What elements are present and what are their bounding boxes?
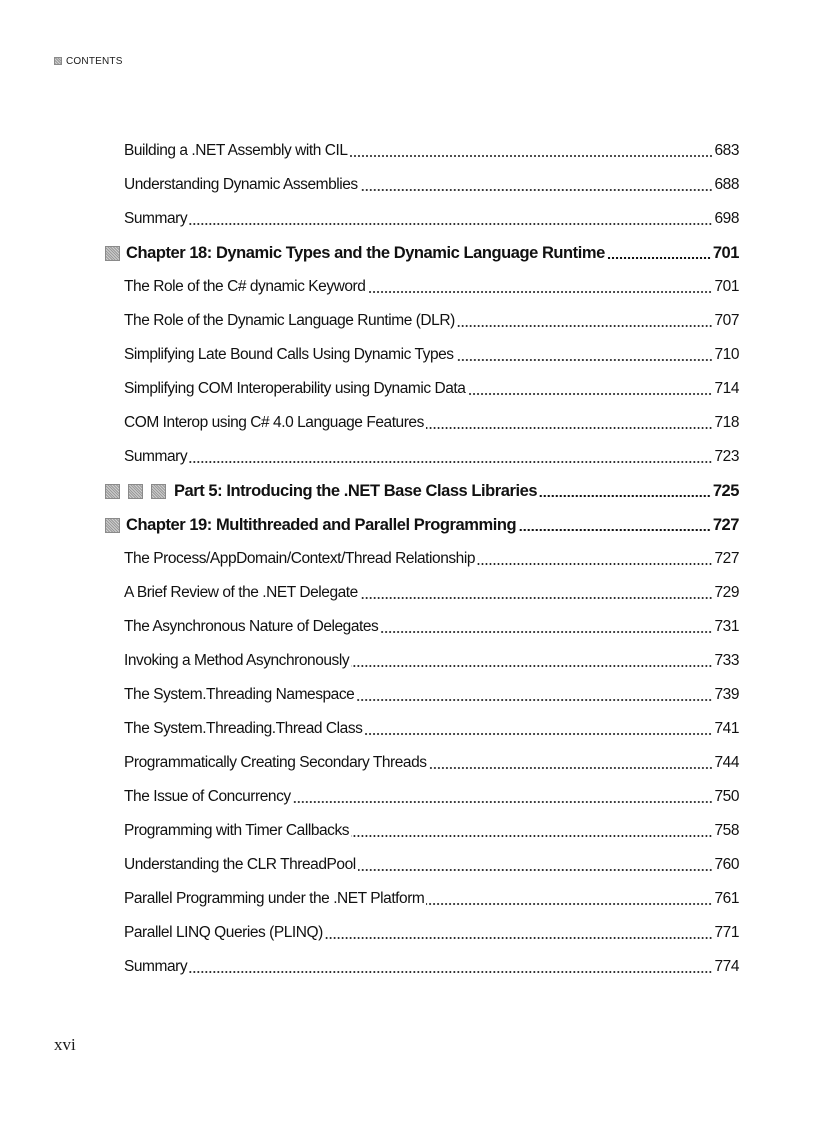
- toc-entry-page: 741: [714, 720, 739, 737]
- toc-entry-page: 760: [714, 856, 739, 873]
- toc-entry[interactable]: [0, 916, 816, 950]
- square-bullet-icon: [105, 246, 120, 261]
- toc-entry-page: 718: [714, 414, 739, 431]
- toc-entry[interactable]: [0, 882, 816, 916]
- toc-entry-page: 733: [714, 652, 739, 669]
- toc-entry-page: 758: [714, 822, 739, 839]
- toc-entry-page: 761: [714, 890, 739, 907]
- toc-entry-title: The Issue of Concurrency: [124, 788, 291, 805]
- toc-entry-title: The Role of the C# dynamic Keyword: [124, 278, 366, 295]
- toc-entry[interactable]: [0, 610, 816, 644]
- dot-leader: [518, 529, 711, 531]
- dot-leader: [477, 563, 712, 565]
- toc-entry-title: Understanding the CLR ThreadPool: [124, 856, 356, 873]
- dot-leader: [189, 971, 712, 973]
- dot-leader: [539, 495, 711, 497]
- square-bullet-icon: [105, 484, 120, 499]
- toc-entry-page: 688: [714, 176, 739, 193]
- toc-entry-page: 710: [714, 346, 739, 363]
- dot-leader: [351, 835, 712, 837]
- dot-leader: [367, 291, 712, 293]
- toc-entry-title: Summary: [124, 448, 188, 465]
- running-head: [54, 55, 123, 67]
- toc-entry-title: The System.Threading.Thread Class: [124, 720, 363, 737]
- toc-part-title: Part 5: Introducing the .NET Base Class Libraries: [174, 481, 538, 500]
- toc-entry-title: COM Interop using C# 4.0 Language Features: [124, 414, 424, 431]
- toc-entry-page: 750: [714, 788, 739, 805]
- toc-chapter-title: Chapter 18: Dynamic Types and the Dynamic Language Runtime: [126, 243, 605, 262]
- toc-entry-title: Summary: [124, 210, 188, 227]
- toc-entry-page: 683: [714, 142, 739, 159]
- toc-entry-page: 729: [714, 584, 739, 601]
- toc-entry[interactable]: [0, 372, 816, 406]
- toc-entry-title: A Brief Review of the .NET Delegate: [124, 584, 358, 601]
- toc-entry-page: 731: [714, 618, 739, 635]
- toc-entry[interactable]: [0, 338, 816, 372]
- toc-entry[interactable]: [0, 202, 816, 236]
- toc-entry-title: The Process/AppDomain/Context/Thread Relationship: [124, 550, 476, 567]
- table-of-contents: [0, 134, 816, 984]
- dot-leader: [456, 359, 713, 361]
- square-bullet-icon: [105, 518, 120, 533]
- dot-leader: [457, 325, 713, 327]
- dot-leader: [429, 767, 713, 769]
- toc-chapter-entry[interactable]: [0, 508, 816, 542]
- toc-entry-page: 739: [714, 686, 739, 703]
- toc-part-entry[interactable]: [0, 474, 816, 508]
- toc-entry[interactable]: [0, 814, 816, 848]
- toc-entry-title: The Role of the Dynamic Language Runtime (DLR): [124, 312, 455, 329]
- toc-entry[interactable]: [0, 270, 816, 304]
- toc-entry-page: 707: [714, 312, 739, 329]
- toc-entry-title: Programmatically Creating Secondary Threads: [124, 754, 427, 771]
- dot-leader: [426, 427, 713, 429]
- toc-chapter-page: 701: [712, 243, 739, 262]
- toc-entry-page: 714: [714, 380, 739, 397]
- toc-entry-title: Parallel LINQ Queries (PLINQ): [124, 924, 323, 941]
- toc-entry[interactable]: [0, 746, 816, 780]
- square-bullet-icon: [128, 484, 143, 499]
- square-bullet-icon: [151, 484, 166, 499]
- toc-entry-page: 774: [714, 958, 739, 975]
- dot-leader: [293, 801, 713, 803]
- toc-entry-page: 771: [714, 924, 739, 941]
- toc-entry[interactable]: [0, 780, 816, 814]
- toc-chapter-title: Chapter 19: Multithreaded and Parallel Programming: [126, 515, 517, 534]
- toc-entry[interactable]: [0, 950, 816, 984]
- toc-chapter-page: 727: [712, 515, 739, 534]
- toc-entry[interactable]: [0, 712, 816, 746]
- dot-leader: [607, 257, 711, 259]
- dot-leader: [360, 189, 713, 191]
- toc-entry[interactable]: [0, 848, 816, 882]
- toc-entry-title: Understanding Dynamic Assemblies: [124, 176, 358, 193]
- toc-entry[interactable]: [0, 134, 816, 168]
- toc-entry[interactable]: [0, 576, 816, 610]
- square-bullet-icon: [54, 57, 62, 65]
- toc-entry[interactable]: [0, 168, 816, 202]
- toc-entry-page: 723: [714, 448, 739, 465]
- toc-entry-page: 698: [714, 210, 739, 227]
- dot-leader: [356, 699, 712, 701]
- toc-entry-title: Simplifying Late Bound Calls Using Dynamic Types: [124, 346, 454, 363]
- dot-leader: [189, 223, 712, 225]
- toc-entry[interactable]: [0, 304, 816, 338]
- toc-entry-title: The Asynchronous Nature of Delegates: [124, 618, 379, 635]
- toc-entry-page: 701: [714, 278, 739, 295]
- toc-entry-title: Parallel Programming under the .NET Platform: [124, 890, 425, 907]
- dot-leader: [426, 903, 712, 905]
- dot-leader: [467, 393, 712, 395]
- dot-leader: [364, 733, 712, 735]
- toc-entry[interactable]: [0, 678, 816, 712]
- toc-entry[interactable]: [0, 440, 816, 474]
- dot-leader: [350, 155, 713, 157]
- dot-leader: [358, 869, 713, 871]
- dot-leader: [360, 597, 713, 599]
- toc-part-page: 725: [712, 481, 739, 500]
- toc-entry[interactable]: [0, 542, 816, 576]
- toc-entry-title: Building a .NET Assembly with CIL: [124, 142, 348, 159]
- toc-entry[interactable]: [0, 406, 816, 440]
- toc-chapter-entry[interactable]: [0, 236, 816, 270]
- toc-entry-title: Invoking a Method Asynchronously: [124, 652, 350, 669]
- toc-entry-page: 744: [714, 754, 739, 771]
- dot-leader: [325, 937, 713, 939]
- dot-leader: [189, 461, 712, 463]
- toc-entry[interactable]: [0, 644, 816, 678]
- toc-entry-title: Programming with Timer Callbacks: [124, 822, 350, 839]
- toc-entry-title: Simplifying COM Interoperability using Dynamic Data: [124, 380, 466, 397]
- toc-entry-title: Summary: [124, 958, 188, 975]
- toc-entry-page: 727: [714, 550, 739, 567]
- dot-leader: [380, 631, 712, 633]
- running-head-label: CONTENTS: [66, 55, 123, 67]
- dot-leader: [351, 665, 712, 667]
- toc-entry-title: The System.Threading Namespace: [124, 686, 355, 703]
- page-number: xvi: [54, 1035, 76, 1054]
